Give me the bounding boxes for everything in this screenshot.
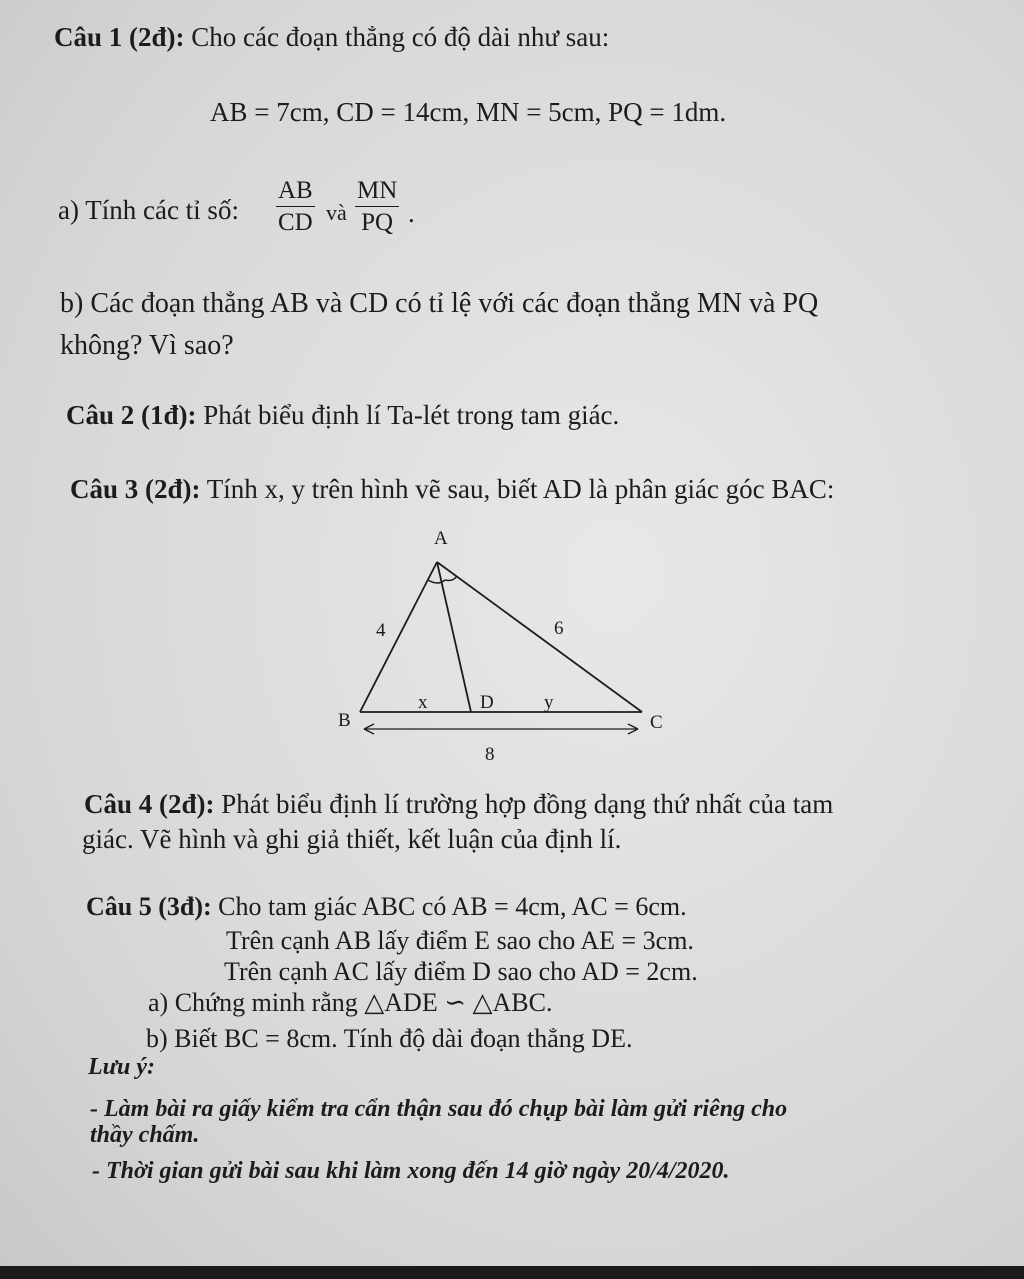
q1-lengths: AB = 7cm, CD = 14cm, MN = 5cm, PQ = 1dm. [210,97,727,127]
q4-line2: giác. Vẽ hình và ghi giả thiết, kết luận của định lí. [82,824,622,854]
q1-line-intro [54,22,609,53]
label-x: x [418,692,428,713]
label-c: C [650,712,663,733]
note-line3: - Thời gian gửi bài sau khi làm xong đến 14 giờ ngày 20/4/2020. [92,1158,730,1184]
fraction-ab-cd [276,176,315,239]
q1b-line2: không? Vì sao? [60,330,234,361]
frac1-numerator: AB [276,176,315,207]
frac2-numerator: MN [355,176,399,207]
q1b-line1: b) Các đoạn thẳng AB và CD có tỉ lệ với các đoạn thẳng MN và PQ [60,288,819,319]
side-ac [437,562,642,712]
bisector-ad [437,562,471,712]
note-line2: thầy chấm. [90,1122,200,1148]
label-a: A [434,528,448,549]
angle-mark-1 [428,580,445,583]
label-b: B [338,710,351,731]
frac1-denominator: CD [278,209,313,236]
q1a-label: a) Tính các tỉ số: [58,195,239,225]
q3-title: Câu 3 (2đ): [70,474,201,504]
q1a-end: . [408,198,415,228]
q4-line1 [84,789,833,820]
q5-text1: Cho tam giác ABC có AB = 4cm, AC = 6cm. [218,892,687,921]
q2-line [66,400,619,431]
q4-text1: Phát biểu định lí trường hợp đồng dạng thứ nhất của tam [221,789,834,819]
q5-line3: Trên cạnh AC lấy điểm D sao cho AD = 2cm. [224,957,698,986]
q4-title: Câu 4 (2đ): [84,789,215,819]
q3-text: Tính x, y trên hình vẽ sau, biết AD là phân giác góc BAC: [206,474,835,504]
label-ab-length: 4 [376,620,386,641]
and-word: và [326,200,347,225]
note-title: Lưu ý: [88,1054,156,1080]
q2-text: Phát biểu định lí Ta-lét trong tam giác. [203,400,620,430]
note-line1: - Làm bài ra giấy kiểm tra cẩn thận sau đó chụp bài làm gửi riêng cho [90,1096,788,1122]
label-y: y [544,692,554,713]
q1-title: Câu 1 (2đ): [54,22,185,52]
q5-title: Câu 5 (3đ): [86,892,212,921]
fraction-mn-pq [355,176,399,239]
q5-line5: b) Biết BC = 8cm. Tính độ dài đoạn thẳng DE. [146,1024,633,1053]
side-ab [360,562,437,712]
angle-mark-2 [445,576,457,581]
bottom-edge [0,1266,1024,1279]
frac2-denominator: PQ [361,209,394,236]
q5-line4: a) Chứng minh rằng △ADE ∽ △ABC. [148,988,553,1017]
label-bc-length: 8 [485,744,495,765]
label-ac-length: 6 [554,618,564,639]
q5-line1 [86,892,687,922]
q2-title: Câu 2 (1đ): [66,400,197,430]
q1-intro: Cho các đoạn thẳng có độ dài như sau: [191,22,610,52]
label-d: D [480,692,494,713]
triangle-figure [320,520,700,770]
q3-line [70,474,834,505]
q5-line2: Trên cạnh AB lấy điểm E sao cho AE = 3cm. [226,926,694,955]
dimension-arrow-bc [364,724,638,734]
